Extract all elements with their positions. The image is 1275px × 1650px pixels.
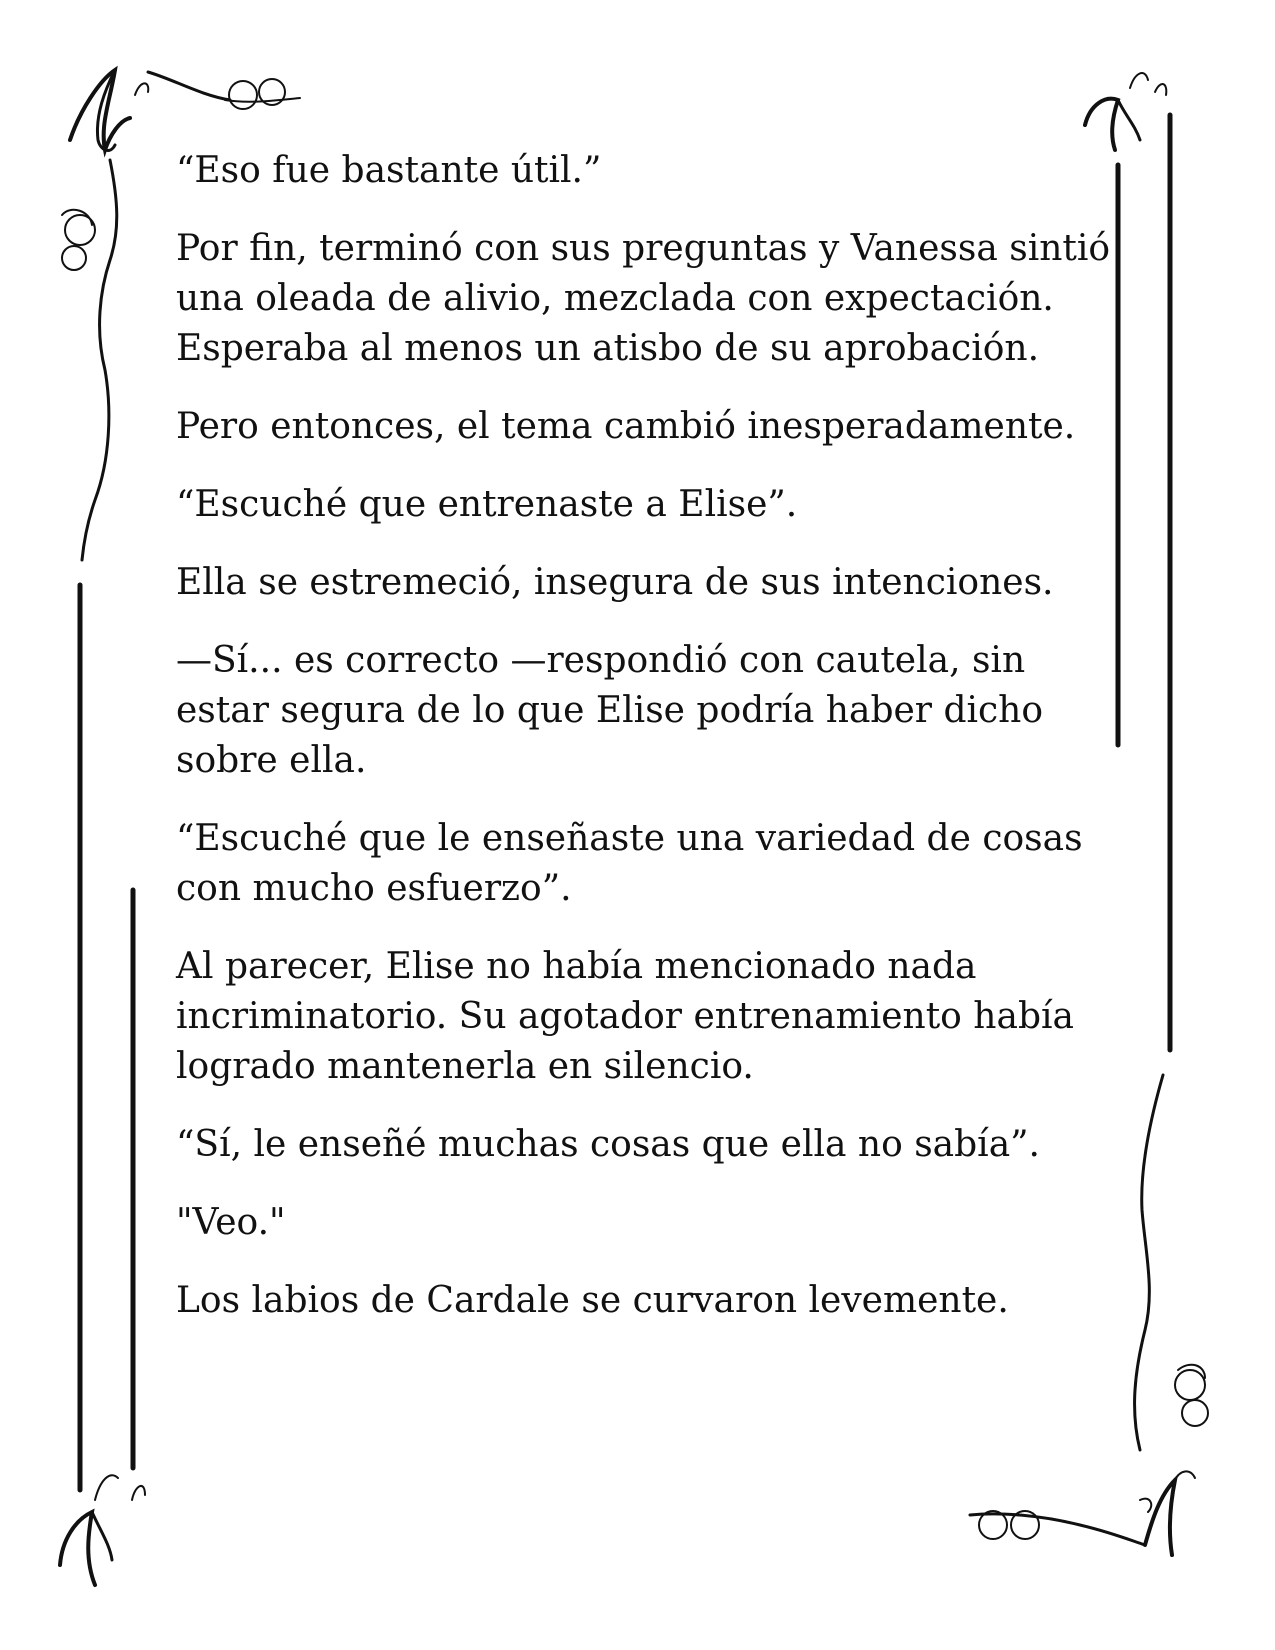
paragraph: "Veo." bbox=[176, 1202, 286, 1243]
flourish-ornament-icon-top-right bbox=[1085, 73, 1166, 150]
paragraph: Los labios de Cardale se curvaron levemente. bbox=[176, 1280, 1009, 1321]
paragraph: “Escuché que le enseñaste una variedad de cosas con mucho esfuerzo”. bbox=[176, 818, 1083, 909]
paragraph: Al parecer, Elise no había mencionado nada incriminatorio. Su agotador entrenamiento había logrado mantenerla en silencio. bbox=[176, 946, 1074, 1087]
paragraph: “Escuché que entrenaste a Elise”. bbox=[176, 484, 798, 525]
paragraph: Ella se estremeció, insegura de sus intenciones. bbox=[176, 562, 1054, 603]
story-text bbox=[176, 146, 1116, 1354]
paragraph: “Sí, le enseñé muchas cosas que ella no sabía”. bbox=[176, 1124, 1040, 1165]
paragraph: “Eso fue bastante útil.” bbox=[176, 150, 602, 191]
flourish-ornament-icon-bottom-left bbox=[60, 1475, 145, 1585]
paragraph: Pero entonces, el tema cambió inesperadamente. bbox=[176, 406, 1076, 447]
paragraph: Por fin, terminó con sus preguntas y Vanessa sintió una oleada de alivio, mezclada con expectación. Esperaba al menos un atisbo de su aprobación. bbox=[176, 228, 1111, 369]
paragraph: —Sí... es correcto —respondió con cautela, sin estar segura de lo que Elise podría haber dicho sobre ella. bbox=[176, 640, 1044, 781]
